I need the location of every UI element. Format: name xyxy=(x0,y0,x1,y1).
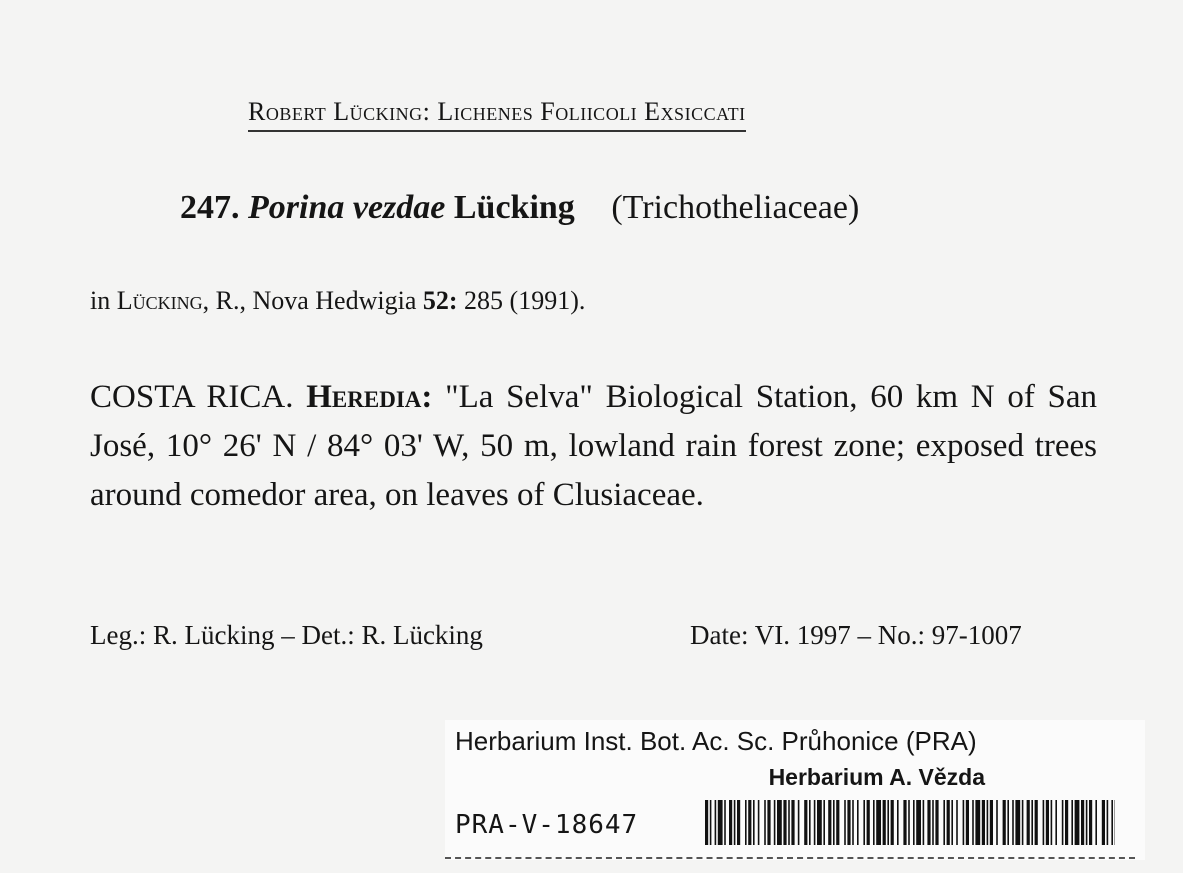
locality-description xyxy=(90,373,1097,520)
reference-author: Lücking xyxy=(116,286,203,315)
reference-prefix: in xyxy=(90,286,111,315)
reference-pages: 285 (1991). xyxy=(464,286,586,315)
taxon-author: Lücking xyxy=(453,189,575,226)
taxon-family: (Trichotheliaceae) xyxy=(611,189,860,226)
exsiccata-number: 247. xyxy=(180,189,240,226)
reference-volume: 52: xyxy=(422,286,458,315)
locality-country: COSTA RICA. xyxy=(90,379,294,415)
specimen-id: PRA-V-18647 xyxy=(455,810,639,840)
taxon-name: Porina vezdae xyxy=(248,189,446,226)
date-line: Date: VI. 1997 – No.: 97-1007 xyxy=(690,620,1022,650)
reference-journal: , R., Nova Hedwigia xyxy=(202,286,417,315)
herbarium-institution: Herbarium Inst. Bot. Ac. Sc. Průhonice (PRA) xyxy=(455,726,977,756)
literature-reference xyxy=(90,284,585,318)
taxon-heading xyxy=(180,186,859,230)
series-title: Robert Lücking: Lichenes Foliicoli Exsiccati xyxy=(248,95,746,132)
locality-province: Heredia: xyxy=(306,379,433,415)
barcode xyxy=(705,800,1115,845)
collector-line: Leg.: R. Lücking – Det.: R. Lücking xyxy=(90,620,483,650)
locality-text: "La Selva" Biological Station, 60 km N of San José, 10° 26' N / 84° 03' W, 50 m, lowland rain forest zone; exposed trees around comedor area, on leaves of Clusiaceae. xyxy=(90,379,1098,513)
cut-line xyxy=(445,857,1135,859)
herbarium-sticker xyxy=(445,720,1145,860)
herbarium-collection: Herbarium A. Vězda xyxy=(768,764,985,790)
